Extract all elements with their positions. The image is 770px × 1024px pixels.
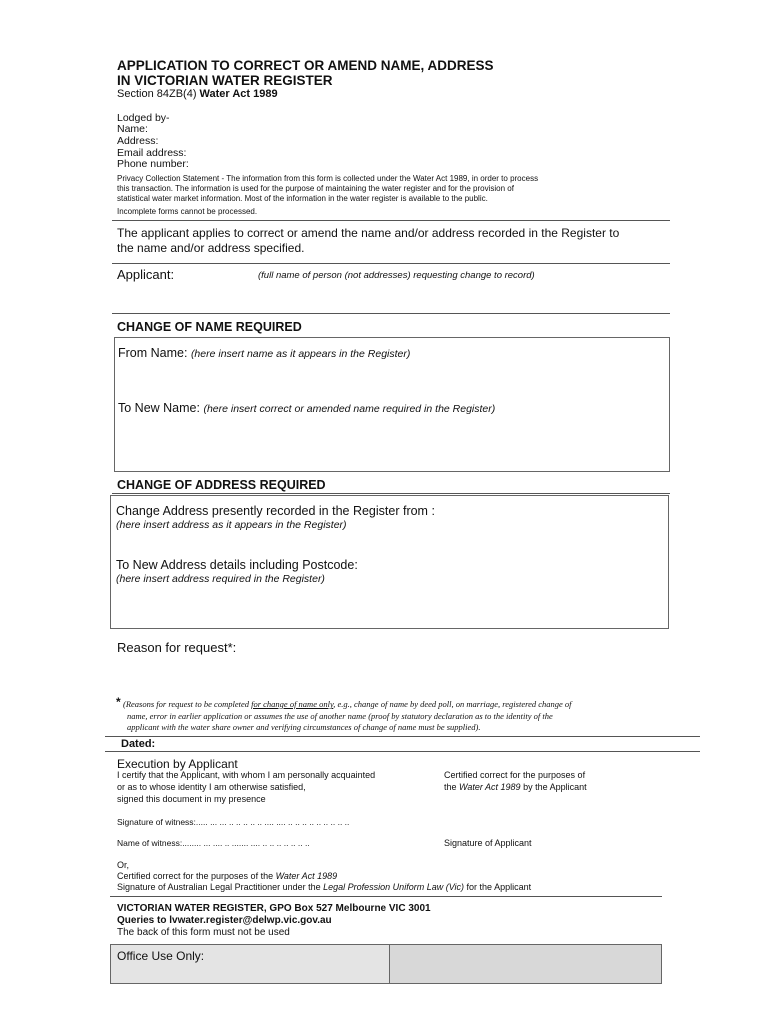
from-name-hint: (here insert name as it appears in the Register) [190, 348, 411, 360]
certified-part: the [444, 782, 460, 792]
from-address-label: Change Address presently recorded in the Register from : [116, 504, 435, 518]
office-use-blank-cell [390, 945, 661, 983]
form-title-line1: APPLICATION TO CORRECT OR AMEND NAME, ADDRESS [117, 58, 494, 73]
to-address-label: To New Address details including Postcode: [116, 558, 358, 572]
certify-line: I certify that the Applicant, with whom I am personally acquainted [117, 770, 376, 780]
reason-asterisk: * [116, 695, 121, 709]
form-title-line2: IN VICTORIAN WATER REGISTER [117, 73, 333, 88]
reason-note-part: (Reasons for request to be completed [123, 699, 252, 709]
certified-part: by the Applicant [520, 782, 587, 792]
or-label: Or, [117, 860, 130, 870]
certified-act: Water Act 1989 [459, 782, 521, 792]
alt-law: Legal Profession Uniform Law (Vic) [323, 882, 465, 892]
certify-line: signed this document in my presence [117, 794, 266, 804]
execution-heading: Execution by Applicant [117, 757, 238, 771]
alt-certified-line [117, 871, 337, 881]
divider [110, 896, 662, 897]
queries-email: Queries to lvwater.register@delwp.vic.gov.au [117, 915, 332, 926]
section-prefix: Section 84ZB(4) [117, 88, 200, 100]
reason-note-line2: name, error in earlier application or assumes the use of another name (proof by statutory declaration as to the identity of the [127, 711, 553, 721]
to-name-field [118, 401, 495, 415]
signature-of-applicant[interactable]: Signature of Applicant [444, 838, 532, 848]
alt-part: Certified correct for the purposes of the [117, 871, 276, 881]
privacy-line: this transaction. The information is used for the purpose of maintaining the water register and for the provision of [117, 184, 514, 193]
to-name-hint: (here insert correct or amended name required in the Register) [203, 403, 496, 415]
divider [112, 263, 670, 264]
lodged-phone-label: Phone number: [117, 158, 189, 170]
office-use-box [110, 944, 662, 984]
signature-of-witness[interactable]: Signature of witness:..... ... ... .. .. .. .. .. .... .... .. .. .. .. .. .. .. .. .. [117, 817, 350, 827]
divider [112, 493, 670, 494]
alt-part: Signature of Australian Legal Practitioner under the [117, 882, 324, 892]
lodged-email-label: Email address: [117, 147, 187, 159]
incomplete-forms-note: Incomplete forms cannot be processed. [117, 207, 258, 216]
divider [105, 736, 700, 737]
to-address-hint: (here insert address required in the Register) [116, 573, 325, 585]
reason-note-line3: applicant with the water share owner and verifying circumstances of change of name must be supplied). [127, 722, 481, 732]
certified-correct-line2 [444, 782, 587, 793]
section-act: Water Act 1989 [199, 88, 278, 100]
reason-note-emphasis: for change of name only [251, 699, 334, 709]
name-of-witness[interactable]: Name of witness:........ ... .... .. ....... .... .. .. .. .. .. .. .. [117, 838, 310, 848]
lodged-name-label: Name: [117, 123, 148, 135]
divider [112, 313, 670, 314]
back-of-form-note: The back of this form must not be used [117, 927, 290, 938]
privacy-line: statistical water market information. Most of the information in the water register is available to the public. [117, 194, 488, 203]
divider [112, 220, 670, 221]
change-name-heading: CHANGE OF NAME REQUIRED [117, 320, 302, 334]
reason-note-part: , e.g., change of name by deed poll, on marriage, registered change of [333, 699, 572, 709]
from-name-label: From Name: [118, 346, 191, 360]
applies-statement-line2: the name and/or address specified. [117, 241, 305, 255]
reason-note-line1 [123, 699, 572, 710]
reason-label: Reason for request*: [117, 640, 237, 655]
office-use-label: Office Use Only: [117, 949, 205, 963]
change-address-heading: CHANGE OF ADDRESS REQUIRED [117, 478, 326, 492]
dated-label: Dated: [121, 738, 156, 750]
section-reference [117, 88, 278, 100]
alt-act: Water Act 1989 [275, 871, 338, 881]
alt-signature-line [117, 882, 531, 892]
from-name-field [118, 346, 410, 360]
privacy-line: Privacy Collection Statement - The information from this form is collected under the Water Act 1989, in order to process [117, 174, 539, 183]
alt-part: for the Applicant [464, 882, 532, 892]
lodged-address-label: Address: [117, 135, 159, 147]
divider [105, 751, 700, 752]
to-name-label: To New Name: [118, 401, 204, 415]
register-address: VICTORIAN WATER REGISTER, GPO Box 527 Melbourne VIC 3001 [117, 903, 431, 914]
applies-statement-line1: The applicant applies to correct or amend the name and/or address recorded in the Register to [117, 226, 620, 240]
from-address-hint: (here insert address as it appears in the Register) [116, 519, 347, 531]
applicant-label: Applicant: [117, 267, 175, 282]
office-use-cell [111, 945, 390, 983]
certify-line: or as to whose identity I am otherwise satisfied, [117, 782, 306, 792]
lodged-by-label: Lodged by- [117, 112, 170, 124]
applicant-hint: (full name of person (not addresses) requesting change to record) [258, 270, 535, 281]
certified-correct-line1: Certified correct for the purposes of [444, 770, 586, 780]
